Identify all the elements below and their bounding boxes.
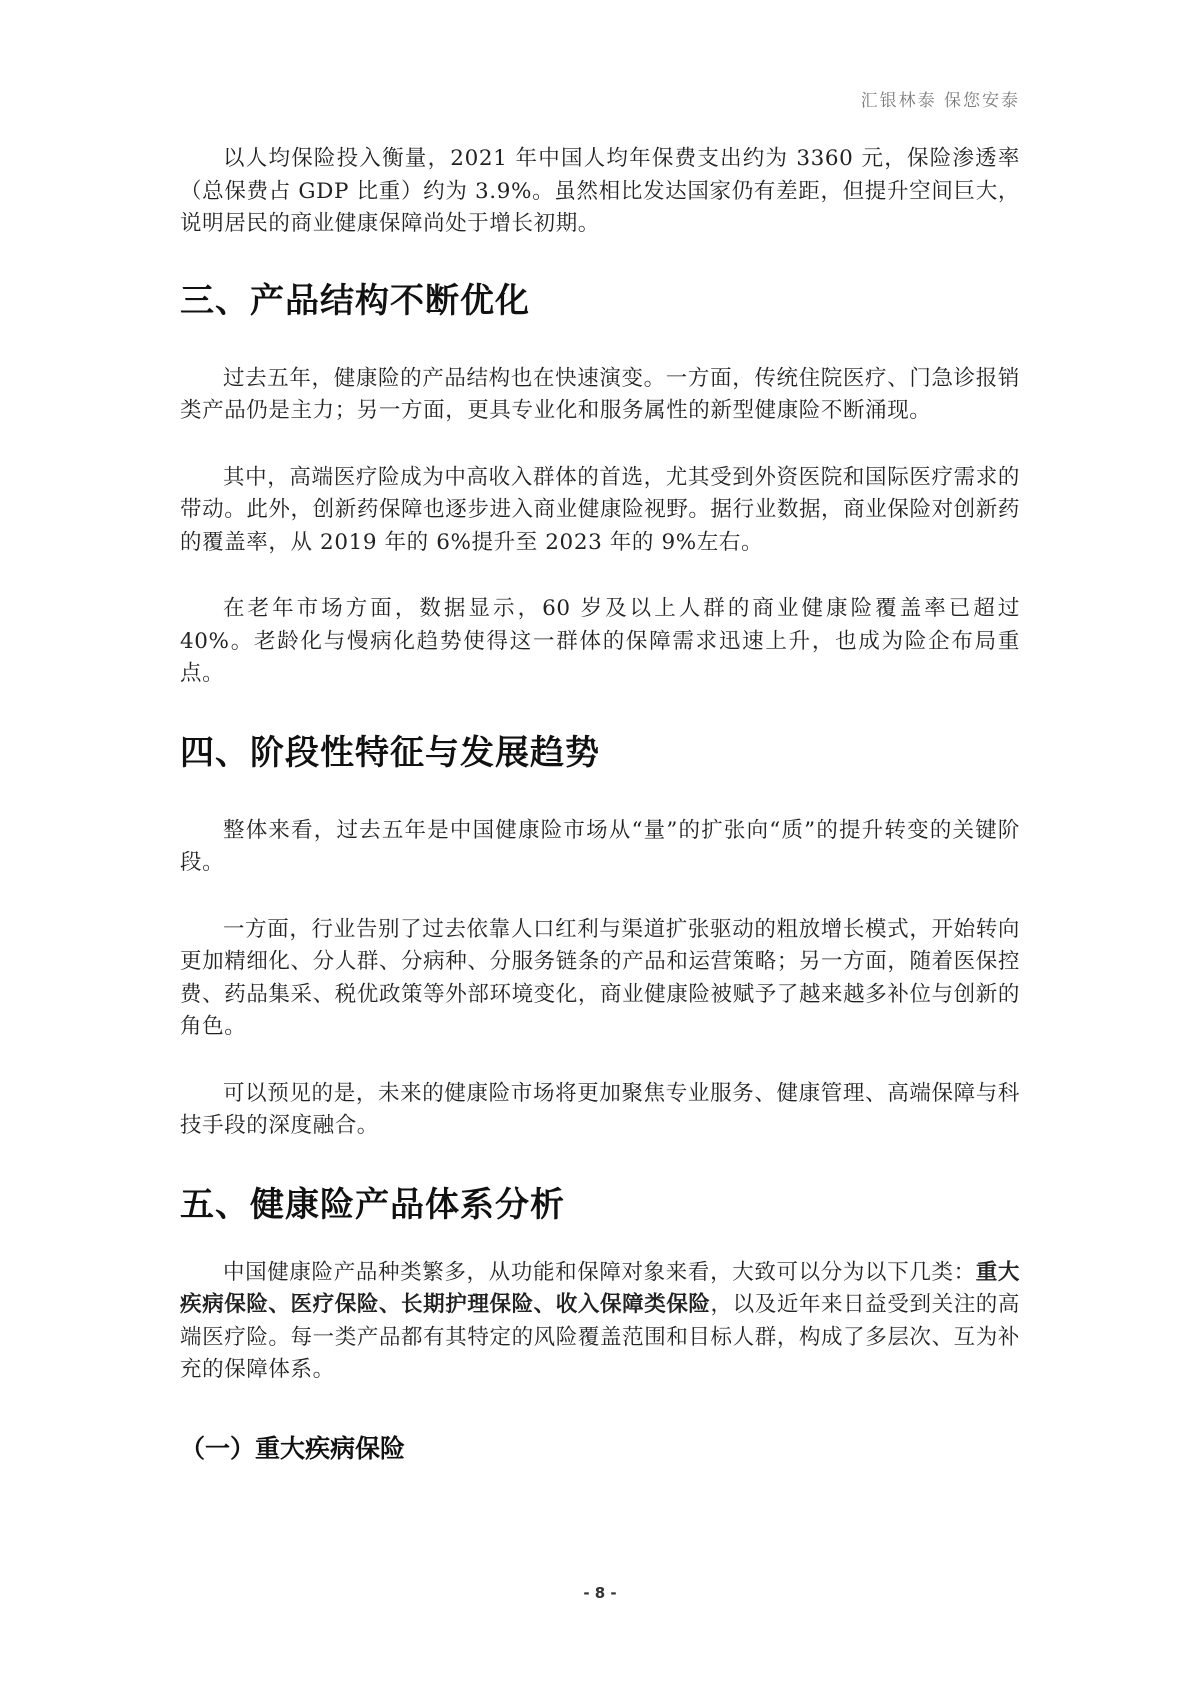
- section-4-paragraph-2: 一方面，行业告别了过去依靠人口红利与渠道扩张驱动的粗放增长模式，开始转向更加精细化、分人群、分病种、分服务链条的产品和运营策略；另一方面，随着医保控费、药品集采、税优政策等外部环境变化，商业健康险被赋予了越来越多补位与创新的角色。: [180, 916, 1020, 1039]
- section-4-paragraph-1: 整体来看，过去五年是中国健康险市场从“量”的扩张向“质”的提升转变的关键阶段。: [180, 817, 1020, 875]
- section-4-title: 四、阶段性特征与发展趋势: [180, 732, 600, 773]
- section-3-paragraph-3: 在老年市场方面，数据显示，60 岁及以上人群的商业健康险覆盖率已超过 40%。老龄化与慢病化趋势使得这一群体的保障需求迅速上升，也成为险企布局重点。: [180, 596, 1020, 686]
- page-content: [180, 143, 1020, 1467]
- subsection-title: （一）重大疾病保险: [180, 1433, 406, 1463]
- section-3-paragraph-1: 过去五年，健康险的产品结构也在快速演变。一方面，传统住院医疗、门急诊报销类产品仍是主力；另一方面，更具专业化和服务属性的新型健康险不断涌现。: [180, 365, 1020, 423]
- section-4-paragraph-3: 可以预见的是，未来的健康险市场将更加聚焦专业服务、健康管理、高端保障与科技手段的深度融合。: [180, 1080, 1020, 1138]
- section-5-tail-text: ，以及近年来日益受到关注的高端医疗险。每一类产品都有其特定的风险覆盖范围和目标人群，构成了多层次、互为补充的保障体系。: [180, 1292, 1020, 1382]
- intro-paragraph: 以人均保险投入衡量，2021 年中国人均年保费支出约为 3360 元，保险渗透率（总保费占 GDP 比重）约为 3.9%。虽然相比发达国家仍有差距，但提升空间巨大，说明居民的商业健康保障尚处于增长初期。: [180, 146, 1020, 236]
- section-5-lead-text: 中国健康险产品种类繁多，从功能和保障对象来看，大致可以分为以下几类：: [223, 1259, 976, 1285]
- page-header: 汇银林泰 保您安泰: [860, 91, 1020, 111]
- section-5-paragraph-1: [180, 1257, 1020, 1387]
- section-3-paragraph-2: 其中，高端医疗险成为中高收入群体的首选，尤其受到外资医院和国际医疗需求的带动。此外，创新药保障也逐步进入商业健康险视野。据行业数据，商业保险对创新药的覆盖率，从 2019 年的 6%提升至 2023 年的 9%左右。: [180, 464, 1020, 555]
- page-number: - 8 -: [583, 1584, 617, 1602]
- section-5-bold-categories: 重大疾病保险、医疗保险、长期护理保险、收入保障类保险: [180, 1259, 1021, 1317]
- section-3-title: 三、产品结构不断优化: [180, 280, 530, 321]
- section-5-title: 五、健康险产品体系分析: [180, 1184, 565, 1225]
